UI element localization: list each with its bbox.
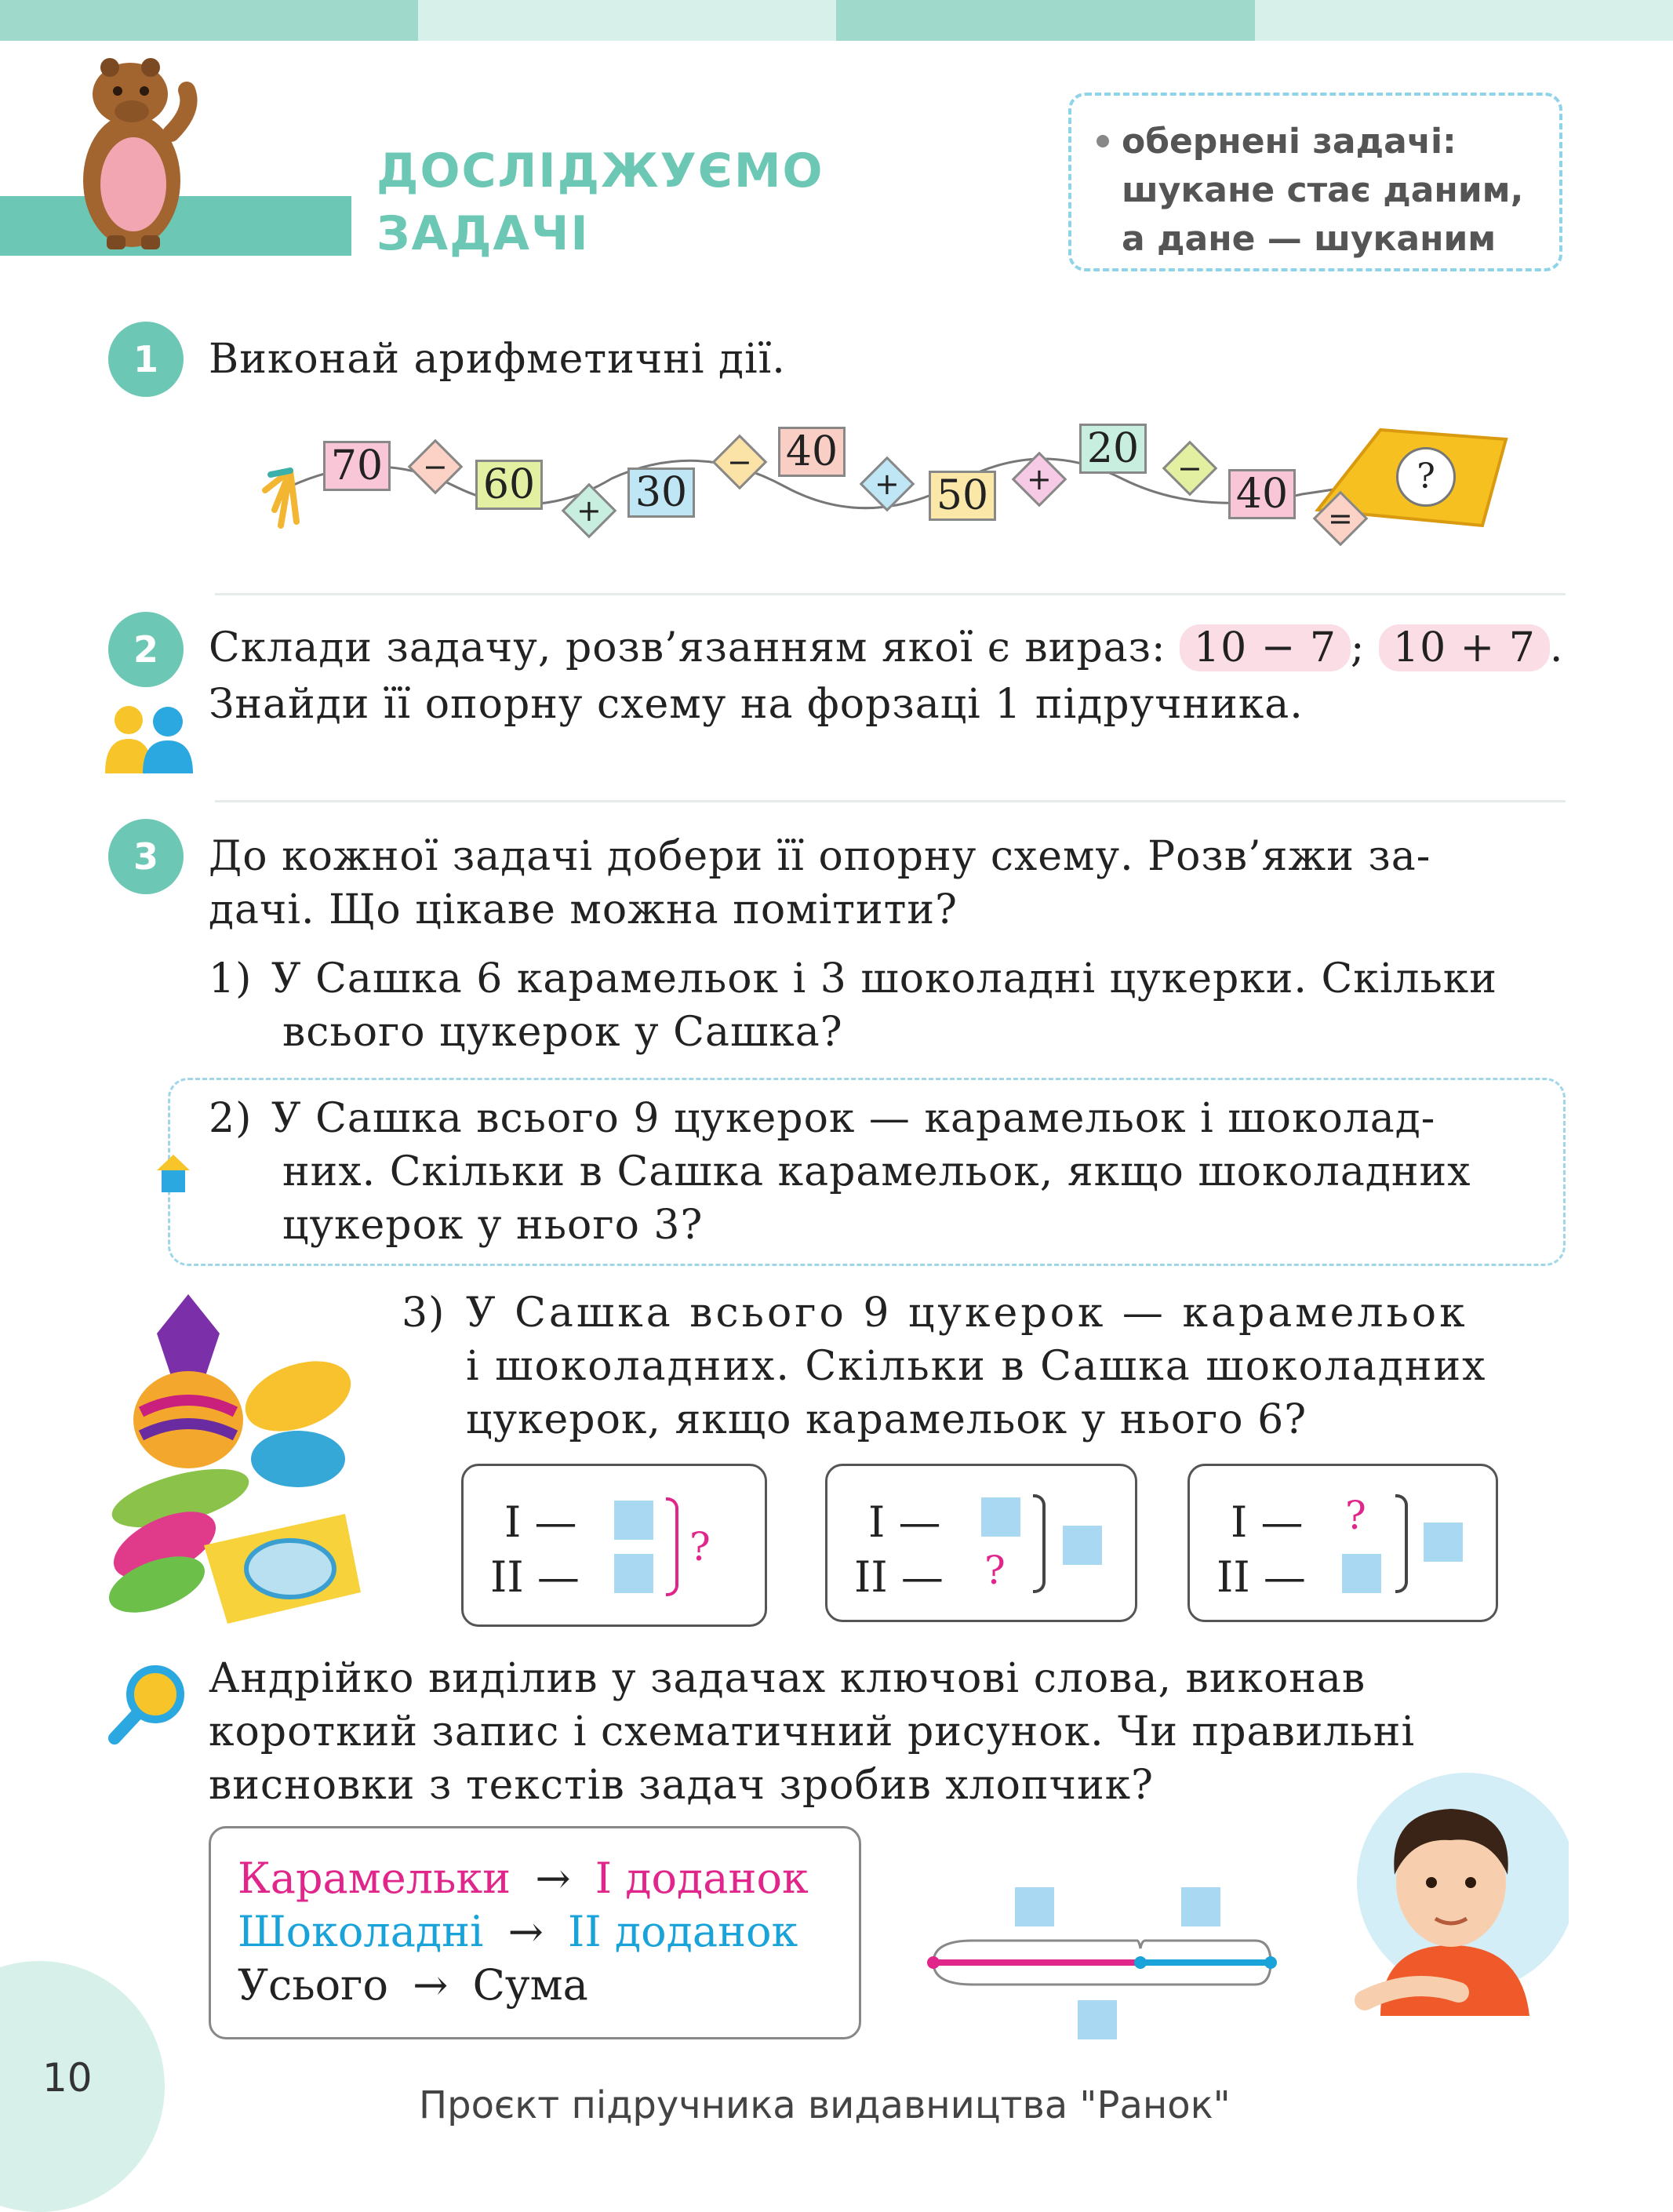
note-row-2 [238, 1905, 859, 1959]
scheme-1-row2-label: II — [490, 1552, 580, 1602]
task3-intro-line2: дачі. Що цікаве можна помітити? [209, 886, 958, 933]
explore-line1: Андрійко виділив у задачах ключові слова, виконав [209, 1655, 1366, 1702]
task2-line1 [209, 621, 1573, 675]
page-number: 10 [42, 2055, 93, 2101]
problem-2 [209, 1092, 1558, 1252]
scheme-1[interactable] [461, 1464, 767, 1627]
problem-1-line2: всього цукерок у Сашка? [282, 1009, 843, 1056]
top-strip-2 [418, 0, 836, 41]
problem-3-line3: цукерок, якщо карамельок у нього 6? [466, 1396, 1307, 1443]
candies-illustration [86, 1286, 376, 1632]
minus-icon: − [423, 449, 448, 484]
scheme-3-box-sum [1424, 1523, 1463, 1562]
scheme-3-box-2 [1342, 1554, 1381, 1593]
explore-line3: висновки з текстів задач зробив хлопчик? [209, 1762, 1154, 1809]
task2-line2: Знайди її опорну схему на форзаці 1 підручника. [209, 681, 1304, 728]
arrow-right-icon: → [413, 1960, 449, 2010]
top-strip-4 [1255, 0, 1673, 41]
task2-badge: 2 [108, 612, 184, 687]
scheme-1-box-1 [614, 1501, 653, 1540]
note-box [1068, 93, 1562, 271]
note-row-3 [238, 1959, 859, 2012]
task3-intro [209, 830, 1573, 937]
chain-num-1: 70 [323, 441, 391, 491]
chain-num-2: 60 [475, 460, 543, 510]
scheme-1-brace [666, 1497, 678, 1596]
task1-text: Виконай арифметичні дії. [209, 336, 786, 383]
plus-icon: + [1027, 462, 1052, 497]
minus-icon: − [1177, 451, 1202, 486]
scheme-3-question: ? [1345, 1493, 1366, 1538]
note-line1: обернені задачі: [1122, 122, 1457, 162]
problem-2-line1: У Сашка всього 9 цукерок — карамельок і шоколад- [271, 1095, 1436, 1142]
note-row1-b: I доданок [595, 1854, 809, 1903]
note-row2-b: II доданок [568, 1907, 798, 1956]
problem-3-line1: У Сашка всього 9 цукерок — карамельок [466, 1290, 1468, 1337]
boy-illustration [1333, 1765, 1569, 2016]
equals-icon: = [1328, 501, 1353, 536]
task2-text-a: Склади задачу, розв’язанням якої є вираз: [209, 624, 1166, 671]
scheme-1-question: ? [689, 1524, 711, 1570]
problem-2-line2: них. Скільки в Сашка карамельок, якщо шоколадних [282, 1148, 1471, 1195]
note-line3: а дане — шуканим [1122, 219, 1497, 259]
problem-1 [209, 952, 1573, 1059]
scheme-2-row1-label: I — [868, 1497, 941, 1547]
section-title [376, 140, 824, 265]
note-row3-a: Усього [238, 1960, 388, 2010]
scheme-1-box-2 [614, 1554, 653, 1593]
chain-num-7: 40 [1228, 469, 1296, 519]
expression-2: 10 + 7 [1379, 624, 1550, 671]
scheme-2-brace [1033, 1494, 1046, 1593]
note-bullet [1097, 135, 1109, 147]
note-line2: шукане стає даним, [1122, 170, 1524, 210]
top-strip-3 [836, 0, 1255, 41]
minus-icon: − [727, 445, 752, 479]
task2-text [209, 621, 1573, 731]
scheme-2-box-1 [981, 1497, 1020, 1537]
separator-2 [215, 800, 1566, 802]
explore-line2: короткий запис і схематичний рисунок. Чи правильні [209, 1708, 1416, 1755]
scheme-3[interactable] [1187, 1464, 1498, 1622]
problem-2-line3: цукерок у нього 3? [282, 1202, 704, 1249]
task1-badge: 1 [108, 322, 184, 397]
home-task-icon [155, 1151, 191, 1195]
scheme-3-row1-label: I — [1231, 1497, 1304, 1547]
plus-icon: + [576, 493, 602, 528]
kite-answer: ? [1396, 447, 1456, 507]
problem-3 [402, 1286, 1570, 1446]
note-row-1 [238, 1852, 859, 1905]
arrow-right-icon: → [507, 1907, 544, 1956]
task2-end: . [1549, 624, 1564, 671]
expression-1: 10 − 7 [1180, 624, 1351, 671]
scheme-2-box-sum [1063, 1526, 1102, 1565]
segment-diagram [926, 1883, 1278, 2047]
note-row1-a: Карамельки [238, 1854, 511, 1903]
key-words-note [209, 1826, 861, 2039]
arrow-right-icon: → [535, 1854, 571, 1903]
scheme-2[interactable] [825, 1464, 1137, 1622]
pair-work-icon [102, 698, 196, 777]
chain-num-3: 30 [627, 468, 695, 518]
problem-3-line2: і шоколадних. Скільки в Сашка шоколадних [466, 1343, 1487, 1390]
magnifier-icon [105, 1660, 191, 1746]
problem-1-label: 1) [209, 955, 253, 1002]
capybara-mascot [69, 47, 210, 251]
note-row3-b: Сума [472, 1960, 588, 2010]
problem-2-label: 2) [209, 1095, 253, 1142]
scheme-2-question: ? [984, 1548, 1006, 1593]
chain-num-6: 20 [1079, 424, 1147, 474]
scheme-3-row2-label: II — [1217, 1552, 1306, 1602]
scheme-3-brace [1395, 1494, 1408, 1593]
section-title-line1: ДОСЛІДЖУЄМО [376, 144, 824, 198]
top-strip-1 [0, 0, 418, 41]
expression-separator: ; [1350, 624, 1366, 671]
publisher-note: Проєкт підручника видавництва "Ранок" [419, 2083, 1231, 2127]
scheme-1-row1-label: I — [504, 1497, 577, 1547]
section-title-line2: ЗАДАЧІ [376, 206, 590, 261]
problem-1-line1: У Сашка 6 карамельок і 3 шоколадні цукерки. Скільки [271, 955, 1497, 1002]
task3-badge: 3 [108, 819, 184, 894]
chain-num-4: 40 [778, 427, 846, 477]
separator-1 [215, 593, 1566, 595]
scheme-2-row2-label: II — [854, 1552, 944, 1602]
task3-intro-line1: До кожної задачі добери її опорну схему. Розв’яжи за- [209, 833, 1431, 880]
kite-chain [259, 416, 1514, 557]
chain-num-5: 50 [929, 471, 996, 521]
plus-icon: + [875, 467, 900, 501]
problem-3-label: 3) [402, 1290, 446, 1337]
note-row2-a: Шоколадні [238, 1907, 484, 1956]
